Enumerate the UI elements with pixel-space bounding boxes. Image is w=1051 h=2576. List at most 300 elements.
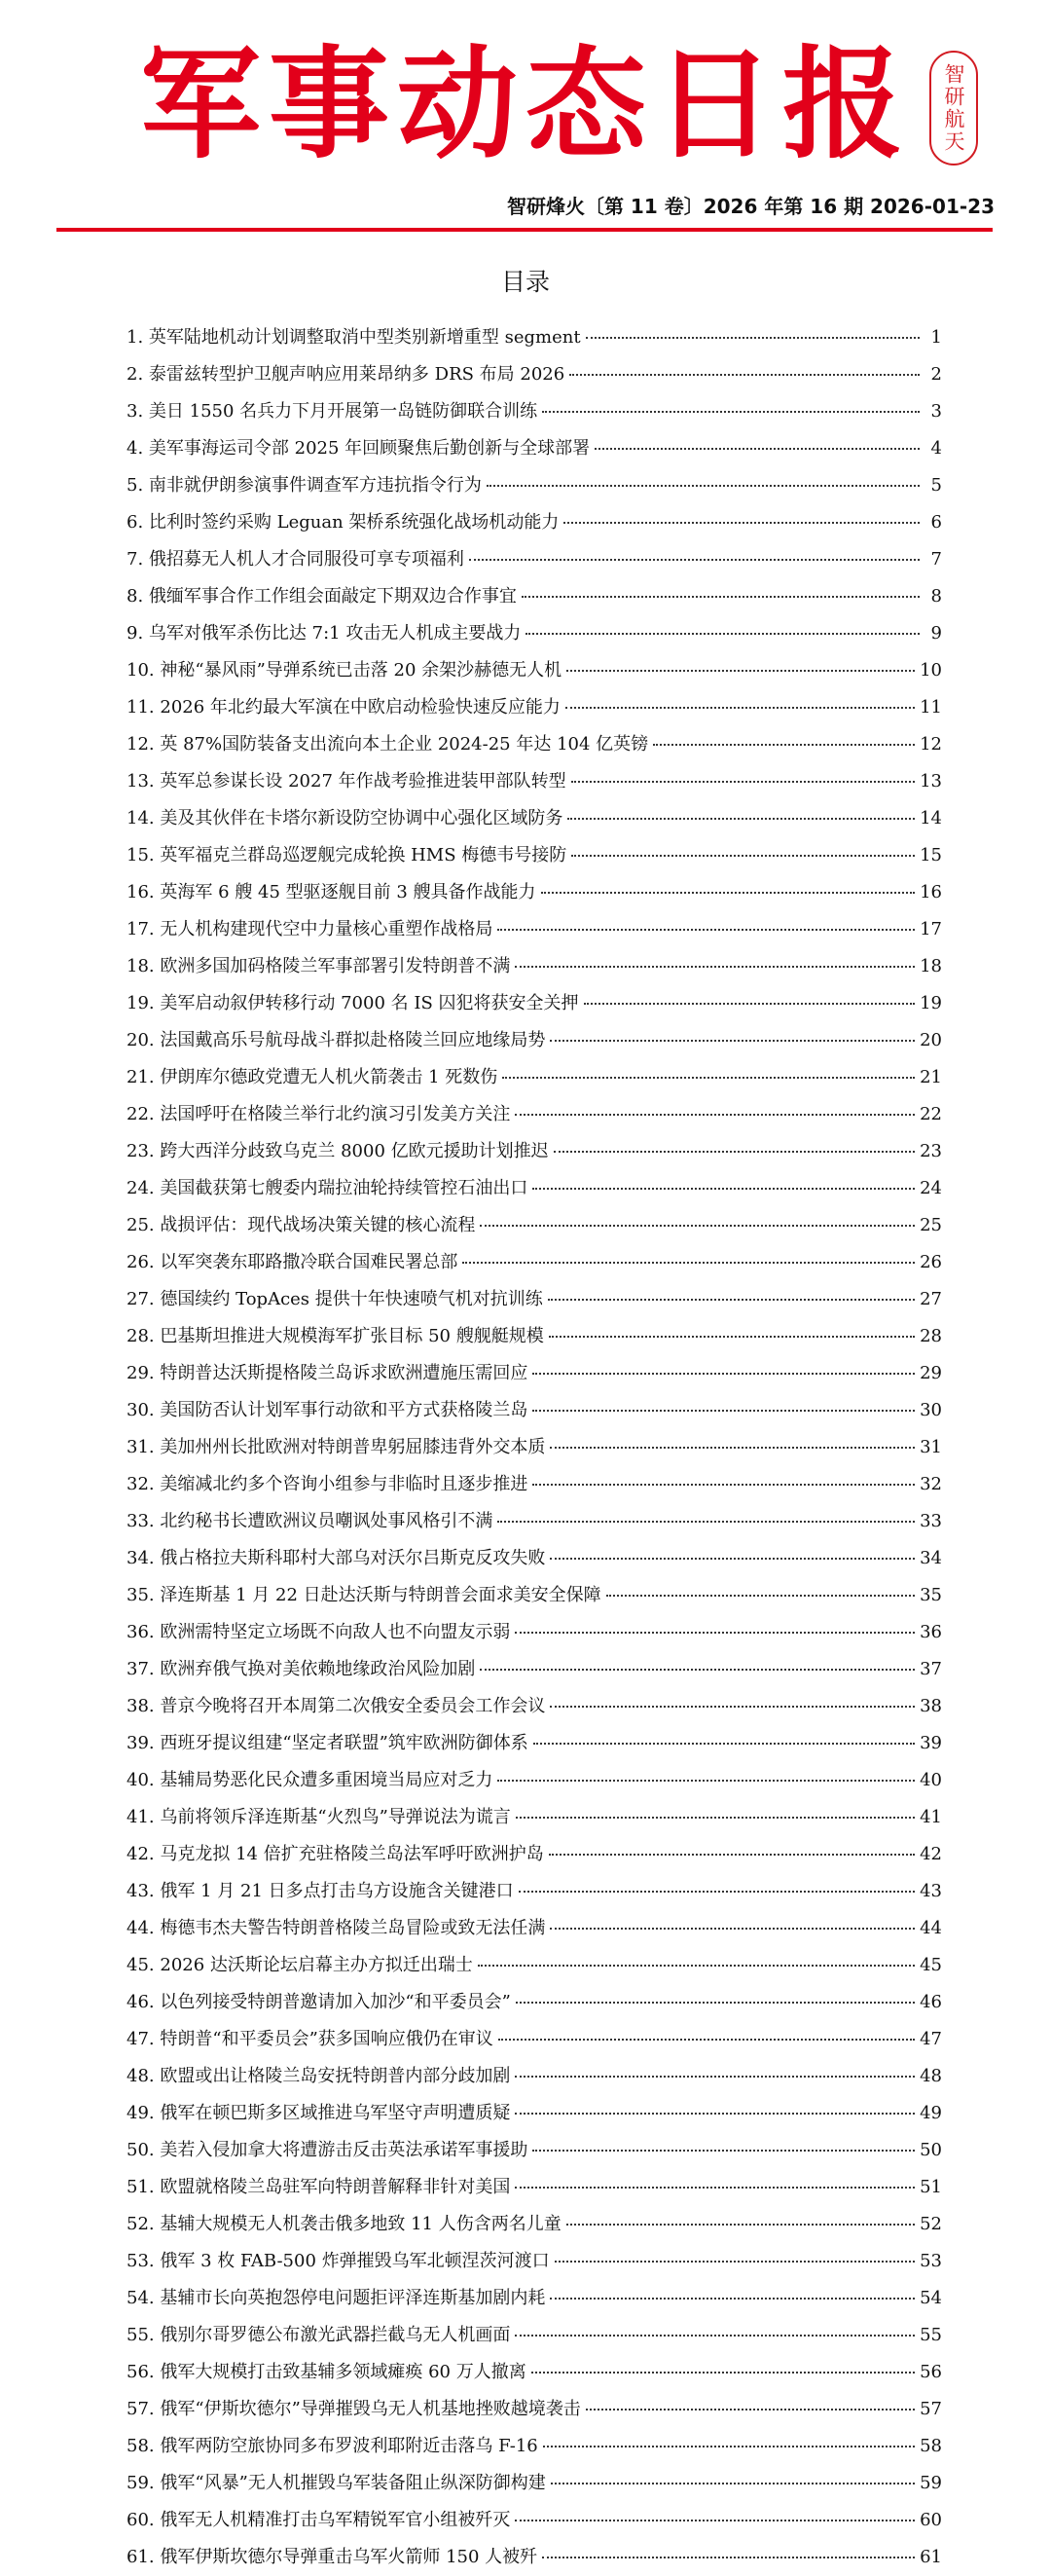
toc-entry-title[interactable]: 俄军 1 月 21 日多点打击乌方设施含关键港口 [160, 1881, 514, 1901]
toc-entry-title[interactable]: 英海军 6 艘 45 型驱逐舰目前 3 艘具备作战能力 [160, 882, 536, 902]
toc-dot-leader [567, 818, 915, 820]
toc-entry-number: 41. [127, 1807, 155, 1827]
issue-line: 智研烽火〔第 11 卷〕2026 年第 16 期 2026-01-23 [506, 195, 995, 218]
toc-entry-title[interactable]: 以军突袭东耶路撒冷联合国难民署总部 [160, 1252, 458, 1272]
toc-entry[interactable] [127, 1318, 942, 1355]
toc-entry[interactable] [127, 1651, 942, 1688]
toc-entry-title[interactable]: 神秘“暴风雨”导弹系统已击落 20 余架沙赫德无人机 [160, 660, 562, 681]
toc-dot-leader [571, 781, 915, 783]
toc-entry[interactable] [127, 1466, 942, 1503]
toc-dot-leader [565, 707, 915, 709]
toc-dot-leader [586, 337, 920, 339]
toc-entry[interactable] [127, 1910, 942, 1947]
toc-dot-leader [532, 1373, 915, 1375]
seal-stamp-icon [929, 51, 978, 166]
toc-entry-page-number[interactable]: 50 [920, 2140, 942, 2160]
toc-dot-leader [497, 1521, 915, 1523]
toc-entry-number: 35. [127, 1585, 155, 1605]
toc-entry-page-number[interactable]: 12 [920, 734, 942, 754]
toc-entry-number: 37. [127, 1659, 155, 1679]
toc-entry-title[interactable]: 以色列接受特朗普邀请加入加沙“和平委员会” [160, 1992, 511, 2012]
toc-entry-page-number[interactable]: 10 [920, 660, 942, 681]
toc-entry-number: 24. [127, 1178, 155, 1198]
toc-entry-number: 33. [127, 1511, 155, 1531]
toc-entry-page-number[interactable]: 59 [920, 2473, 942, 2493]
toc-entry[interactable] [127, 652, 942, 689]
toc-entry-number: 12. [127, 734, 155, 754]
toc-entry-number: 32. [127, 1474, 155, 1494]
toc-entry[interactable] [127, 2206, 942, 2243]
toc-dot-leader [516, 1817, 915, 1819]
toc-entry-title[interactable]: 美日 1550 名兵力下月开展第一岛链防御联合训练 [148, 401, 538, 422]
toc-dot-leader [516, 2002, 915, 2004]
toc-dot-leader [526, 633, 920, 635]
toc-entry-title[interactable]: 普京今晚将召开本周第二次俄安全委员会工作会议 [160, 1696, 546, 1716]
toc-entry-number: 29. [127, 1363, 155, 1383]
toc-entry-page-number[interactable]: 51 [920, 2177, 942, 2197]
toc-entry[interactable] [127, 2058, 942, 2095]
toc-dot-leader [541, 892, 916, 894]
toc-entry-title[interactable]: 特朗普“和平委员会”获多国响应俄仍在审议 [160, 2029, 493, 2049]
toc-entry-number: 52. [127, 2214, 155, 2234]
toc-entry-page-number[interactable]: 4 [930, 438, 942, 459]
toc-entry-number: 39. [127, 1733, 155, 1753]
toc-entry[interactable] [127, 615, 942, 652]
toc-entry[interactable] [127, 1947, 942, 1984]
toc-entry-page-number[interactable]: 22 [920, 1104, 942, 1124]
toc-entry[interactable] [127, 356, 942, 393]
toc-entry-page-number[interactable]: 46 [920, 1992, 942, 2012]
toc-dot-leader [548, 1299, 915, 1301]
toc-entry-page-number[interactable]: 40 [920, 1770, 942, 1790]
toc-entry-number: 40. [127, 1770, 155, 1790]
toc-entry[interactable] [127, 578, 942, 615]
toc-entry-page-number[interactable]: 14 [920, 808, 942, 828]
toc-entry-title[interactable]: 俄军两防空旅协同多布罗波利耶附近击落乌 F-16 [160, 2436, 538, 2456]
toc-entry-title[interactable]: 基辅大规模无人机袭击俄多地致 11 人伤含两名儿童 [160, 2214, 562, 2234]
toc-entry-number: 44. [127, 1918, 155, 1938]
toc-entry[interactable] [127, 1725, 942, 1762]
toc-entry-page-number[interactable]: 28 [920, 1326, 942, 1346]
toc-entry-page-number[interactable]: 29 [920, 1363, 942, 1383]
toc-entry[interactable] [127, 2465, 942, 2502]
toc-entry[interactable] [127, 1170, 942, 1207]
toc-entry-page-number[interactable]: 30 [920, 1400, 942, 1420]
toc-dot-leader [532, 1410, 915, 1412]
toc-entry[interactable] [127, 2539, 942, 2576]
toc-dot-leader [550, 2298, 915, 2300]
toc-dot-leader [502, 1077, 915, 1079]
toc-heading: 目录 [500, 268, 550, 296]
toc-entry-number: 15. [127, 845, 155, 865]
toc-entry-page-number[interactable]: 16 [920, 882, 942, 902]
toc-entry[interactable] [127, 319, 942, 356]
toc-entry-title[interactable]: 法国戴高乐号航母战斗群拟赴格陵兰回应地缘局势 [160, 1030, 546, 1050]
toc-entry-number: 11. [127, 697, 155, 718]
toc-dot-leader [554, 1151, 915, 1153]
toc-entry-number: 9. [127, 623, 144, 644]
toc-entry-page-number[interactable]: 57 [920, 2399, 942, 2419]
toc-dot-leader [550, 1706, 915, 1708]
toc-entry-title[interactable]: 泰雷兹转型护卫舰声呐应用莱昂纳多 DRS 布局 2026 [148, 364, 565, 385]
toc-entry-title[interactable]: 俄缅军事合作工作组会面敲定下期双边合作事宜 [148, 586, 517, 607]
toc-entry-number: 56. [127, 2362, 155, 2382]
toc-dot-leader [543, 2446, 915, 2447]
toc-entry[interactable] [127, 467, 942, 504]
toc-entry[interactable] [127, 1688, 942, 1725]
toc-entry-title[interactable]: 乌前将领斥泽连斯基“火烈鸟”导弹说法为谎言 [160, 1807, 511, 1827]
toc-entry-title[interactable]: 战损评估：现代战场决策关键的核心流程 [160, 1215, 476, 1235]
toc-entry-page-number[interactable]: 52 [920, 2214, 942, 2234]
toc-entry-number: 54. [127, 2288, 155, 2308]
toc-entry-title[interactable]: 伊朗库尔德政党遭无人机火箭袭击 1 死数伤 [160, 1067, 498, 1087]
toc-entry-title[interactable]: 美国防否认计划军事行动欲和平方式获格陵兰岛 [160, 1400, 528, 1420]
toc-entry-number: 58. [127, 2436, 155, 2456]
toc-entry[interactable] [127, 1207, 942, 1244]
toc-entry-number: 34. [127, 1548, 155, 1568]
toc-entry[interactable] [127, 800, 942, 837]
toc-entry-number: 19. [127, 993, 155, 1013]
toc-entry-title[interactable]: 梅德韦杰夫警告特朗普格陵兰岛冒险或致无法任满 [160, 1918, 546, 1938]
toc-entry-title[interactable]: 英军陆地机动计划调整取消中型类别新增重型 segment [148, 327, 581, 348]
toc-dot-leader [497, 929, 915, 931]
toc-dot-leader [533, 1743, 915, 1745]
toc-dot-leader [563, 522, 920, 524]
toc-dot-leader [542, 2557, 915, 2558]
toc-entry-title[interactable]: 德国续约 TopAces 提供十年快速喷气机对抗训练 [160, 1289, 543, 1309]
toc-entry[interactable] [127, 1614, 942, 1651]
toc-entry-page-number[interactable]: 47 [920, 2029, 942, 2049]
toc-dot-leader [498, 2039, 915, 2041]
toc-entry-title[interactable]: 欧洲需特坚定立场既不向敌人也不向盟友示弱 [160, 1622, 511, 1642]
toc-entry-page-number[interactable]: 23 [920, 1141, 942, 1161]
toc-entry[interactable] [127, 2280, 942, 2317]
toc-entry-title[interactable]: 法国呼吁在格陵兰举行北约演习引发美方关注 [160, 1104, 511, 1124]
toc-entry-number: 30. [127, 1400, 155, 1420]
toc-entry-number: 13. [127, 771, 155, 791]
toc-entry[interactable] [127, 837, 942, 874]
toc-entry-page-number[interactable]: 60 [920, 2510, 942, 2530]
toc-entry-number: 60. [127, 2510, 155, 2530]
toc-entry[interactable] [127, 1281, 942, 1318]
toc-entry[interactable] [127, 2428, 942, 2465]
toc-dot-leader [497, 1780, 915, 1782]
toc-entry-page-number[interactable]: 53 [920, 2251, 942, 2271]
toc-entry-title[interactable]: 俄军伊斯坎德尔导弹重击乌军火箭师 150 人被歼 [160, 2547, 538, 2567]
toc-entry-title[interactable]: 北约秘书长遭欧洲议员嘲讽处事风格引不满 [160, 1511, 493, 1531]
toc-entry[interactable] [127, 1873, 942, 1910]
toc-entry-title[interactable]: 俄军 3 枚 FAB-500 炸弹摧毁乌军北顿涅茨河渡口 [160, 2251, 550, 2271]
toc-entry-title[interactable]: 英 87%国防装备支出流向本土企业 2024-25 年达 104 亿英镑 [160, 734, 649, 754]
toc-dot-leader [515, 1114, 915, 1116]
toc-entry-number: 17. [127, 919, 155, 939]
toc-entry-page-number[interactable]: 5 [930, 475, 942, 496]
toc-entry-title[interactable]: 西班牙提议组建“坚定者联盟”筑牢欧洲防御体系 [160, 1733, 528, 1753]
toc-entry-title[interactable]: 欧盟或出让格陵兰岛安抚特朗普内部分歧加剧 [160, 2066, 511, 2086]
toc-entry-title[interactable]: 俄军在顿巴斯多区域推进乌军坚守声明遭质疑 [160, 2103, 511, 2123]
toc-entry-page-number[interactable]: 49 [920, 2103, 942, 2123]
toc-entry-page-number[interactable]: 11 [920, 697, 942, 718]
toc-entry-page-number[interactable]: 13 [920, 771, 942, 791]
toc-entry-page-number[interactable]: 56 [920, 2362, 942, 2382]
toc-entry-page-number[interactable]: 54 [920, 2288, 942, 2308]
toc-dot-leader [550, 1928, 915, 1930]
toc-dot-leader [555, 2261, 915, 2263]
toc-entry-number: 2. [127, 364, 144, 385]
toc-entry-number: 26. [127, 1252, 155, 1272]
toc-dot-leader [549, 1854, 915, 1856]
toc-entry-page-number[interactable]: 31 [920, 1437, 942, 1457]
toc-entry-title[interactable]: 俄占格拉夫斯科耶村大部乌对沃尔吕斯克反攻失败 [160, 1548, 546, 1568]
toc-entry-page-number[interactable]: 6 [930, 512, 942, 533]
toc-entry-title[interactable]: 美及其伙伴在卡塔尔新设防空协调中心强化区域防务 [160, 808, 563, 828]
toc-dot-leader [584, 1003, 916, 1005]
toc-entry[interactable] [127, 1540, 942, 1577]
toc-entry-number: 53. [127, 2251, 155, 2271]
toc-dot-leader [532, 2150, 915, 2152]
toc-entry[interactable] [127, 1133, 942, 1170]
toc-entry[interactable] [127, 393, 942, 430]
toc-entry[interactable] [127, 541, 942, 578]
toc-entry-page-number[interactable]: 1 [930, 327, 942, 348]
toc-entry-number: 21. [127, 1067, 155, 1087]
toc-entry[interactable] [127, 2132, 942, 2169]
toc-entry-number: 46. [127, 1992, 155, 2012]
toc-entry-title[interactable]: 俄军“风暴”无人机摧毁乌军装备阻止纵深防御构建 [160, 2473, 546, 2493]
toc-entry-page-number[interactable]: 48 [920, 2066, 942, 2086]
toc-dot-leader [550, 1040, 915, 1042]
toc-entry-page-number[interactable]: 58 [920, 2436, 942, 2456]
toc-entry[interactable] [127, 1836, 942, 1873]
toc-entry[interactable] [127, 1984, 942, 2021]
table-of-contents [127, 319, 942, 2576]
toc-dot-leader [550, 1558, 915, 1560]
toc-entry-title[interactable]: 俄招募无人机人才合同服役可享专项福利 [148, 549, 464, 570]
toc-entry-page-number[interactable]: 15 [920, 845, 942, 865]
toc-entry[interactable] [127, 2502, 942, 2539]
toc-entry-title[interactable]: 欧洲多国加码格陵兰军事部署引发特朗普不满 [160, 956, 511, 976]
toc-entry-number: 25. [127, 1215, 155, 1235]
toc-dot-leader [569, 374, 920, 376]
masthead-title: 军事动态日报 [139, 35, 911, 175]
toc-entry-page-number[interactable]: 24 [920, 1178, 942, 1198]
toc-entry[interactable] [127, 2391, 942, 2428]
masthead-divider [56, 228, 993, 232]
toc-dot-leader [550, 1447, 915, 1449]
toc-entry-title[interactable]: 基辅市长向英抱怨停电问题拒评泽连斯基加剧内耗 [160, 2288, 546, 2308]
toc-entry-title[interactable]: 无人机构建现代空中力量核心重塑作战格局 [160, 919, 493, 939]
toc-entry[interactable] [127, 430, 942, 467]
toc-entry[interactable] [127, 1577, 942, 1614]
toc-entry-number: 7. [127, 549, 144, 570]
toc-entry-title[interactable]: 泽连斯基 1 月 22 日赴达沃斯与特朗普会面求美安全保障 [160, 1585, 601, 1605]
toc-dot-leader [532, 1484, 915, 1486]
toc-entry-number: 1. [127, 327, 144, 348]
toc-entry-title[interactable]: 欧盟就格陵兰岛驻军向特朗普解释非针对美国 [160, 2177, 511, 2197]
toc-entry-page-number[interactable]: 34 [920, 1548, 942, 1568]
toc-entry[interactable] [127, 2317, 942, 2354]
toc-entry[interactable] [127, 1429, 942, 1466]
toc-dot-leader [653, 744, 915, 746]
toc-entry[interactable] [127, 1762, 942, 1799]
toc-entry-number: 43. [127, 1881, 155, 1901]
toc-entry-number: 10. [127, 660, 155, 681]
toc-dot-leader [462, 1262, 915, 1264]
toc-entry-page-number[interactable]: 9 [930, 623, 942, 644]
toc-entry-number: 49. [127, 2103, 155, 2123]
seal-text: 智研航天 [942, 63, 965, 153]
toc-entry-number: 22. [127, 1104, 155, 1124]
toc-entry[interactable] [127, 689, 942, 726]
toc-dot-leader [469, 559, 920, 561]
toc-entry-number: 47. [127, 2029, 155, 2049]
toc-entry-page-number[interactable]: 32 [920, 1474, 942, 1494]
toc-entry-page-number[interactable]: 41 [920, 1807, 942, 1827]
toc-entry[interactable] [127, 2243, 942, 2280]
toc-entry-title[interactable]: 俄别尔哥罗德公布激光武器拦截乌无人机画面 [160, 2325, 511, 2345]
toc-entry-title[interactable]: 2026 达沃斯论坛启幕主办方拟迁出瑞士 [160, 1955, 473, 1975]
toc-entry[interactable] [127, 1355, 942, 1392]
toc-entry-page-number[interactable]: 35 [920, 1585, 942, 1605]
toc-entry-number: 50. [127, 2140, 155, 2160]
toc-entry-title[interactable]: 特朗普达沃斯提格陵兰岛诉求欧洲遭施压需回应 [160, 1363, 528, 1383]
toc-entry[interactable] [127, 948, 942, 985]
toc-entry-page-number[interactable]: 18 [920, 956, 942, 976]
toc-entry-page-number[interactable]: 25 [920, 1215, 942, 1235]
toc-dot-leader [480, 1225, 915, 1227]
toc-entry[interactable] [127, 1503, 942, 1540]
toc-dot-leader [480, 1669, 915, 1671]
toc-entry[interactable] [127, 726, 942, 763]
toc-dot-leader [515, 2113, 915, 2115]
toc-dot-leader [519, 1891, 915, 1893]
toc-entry-title[interactable]: 比利时签约采购 Leguan 架桥系统强化战场机动能力 [148, 512, 560, 533]
toc-entry-title[interactable]: 美若入侵加拿大将遭游击反击英法承诺军事援助 [160, 2140, 528, 2160]
toc-entry-page-number[interactable]: 8 [930, 586, 942, 607]
toc-entry[interactable] [127, 2021, 942, 2058]
toc-entry-number: 61. [127, 2547, 155, 2567]
toc-dot-leader [586, 2409, 915, 2410]
toc-entry[interactable] [127, 504, 942, 541]
toc-entry-title[interactable]: 俄军无人机精准打击乌军精锐军官小组被歼灭 [160, 2510, 511, 2530]
toc-entry-title[interactable]: 美加州州长批欧洲对特朗普卑躬屈膝违背外交本质 [160, 1437, 546, 1457]
toc-entry-title[interactable]: 乌军对俄军杀伤比达 7:1 攻击无人机成主要战力 [148, 623, 522, 644]
toc-dot-leader [515, 2335, 915, 2337]
toc-entry-number: 5. [127, 475, 144, 496]
toc-dot-leader [515, 2076, 915, 2078]
toc-entry-page-number[interactable]: 2 [930, 364, 942, 385]
toc-entry[interactable] [127, 985, 942, 1022]
toc-dot-leader [515, 2520, 915, 2521]
toc-entry-page-number[interactable]: 37 [920, 1659, 942, 1679]
toc-entry[interactable] [127, 1096, 942, 1133]
toc-entry[interactable] [127, 763, 942, 800]
toc-entry-page-number[interactable]: 38 [920, 1696, 942, 1716]
toc-entry-page-number[interactable]: 45 [920, 1955, 942, 1975]
toc-entry-page-number[interactable]: 44 [920, 1918, 942, 1938]
toc-dot-leader [522, 596, 920, 598]
toc-entry-number: 31. [127, 1437, 155, 1457]
toc-entry-number: 20. [127, 1030, 155, 1050]
toc-entry-number: 16. [127, 882, 155, 902]
toc-entry[interactable] [127, 1244, 942, 1281]
toc-entry-number: 42. [127, 1844, 155, 1864]
toc-entry[interactable] [127, 911, 942, 948]
toc-entry-page-number[interactable]: 20 [920, 1030, 942, 1050]
toc-entry-number: 4. [127, 438, 144, 459]
toc-entry-page-number[interactable]: 7 [930, 549, 942, 570]
toc-dot-leader [566, 2224, 915, 2226]
toc-entry-title[interactable]: 2026 年北约最大军演在中欧启动检验快速反应能力 [160, 697, 561, 718]
toc-entry[interactable] [127, 1022, 942, 1059]
toc-entry[interactable] [127, 2169, 942, 2206]
toc-entry-page-number[interactable]: 61 [920, 2547, 942, 2567]
toc-entry-number: 8. [127, 586, 144, 607]
toc-entry[interactable] [127, 2095, 942, 2132]
toc-dot-leader [532, 1188, 915, 1190]
toc-entry[interactable] [127, 1059, 942, 1096]
toc-entry-title[interactable]: 俄军“伊斯坎德尔”导弹摧毁乌无人机基地挫败越境袭击 [160, 2399, 581, 2419]
toc-entry-number: 38. [127, 1696, 155, 1716]
toc-entry-title[interactable]: 英军总参谋长设 2027 年作战考验推进装甲部队转型 [160, 771, 566, 791]
toc-entry-title[interactable]: 基辅局势恶化民众遭多重困境当局应对乏力 [160, 1770, 493, 1790]
toc-entry-page-number[interactable]: 55 [920, 2325, 942, 2345]
toc-entry-page-number[interactable]: 43 [920, 1881, 942, 1901]
toc-entry-title[interactable]: 巴基斯坦推进大规模海军扩张目标 50 艘舰艇规模 [160, 1326, 544, 1346]
toc-entry-number: 55. [127, 2325, 155, 2345]
toc-entry-page-number[interactable]: 17 [920, 919, 942, 939]
toc-entry-page-number[interactable]: 39 [920, 1733, 942, 1753]
toc-entry-number: 57. [127, 2399, 155, 2419]
toc-entry-page-number[interactable]: 21 [920, 1067, 942, 1087]
toc-dot-leader [606, 1595, 915, 1597]
toc-dot-leader [566, 670, 915, 672]
toc-entry[interactable] [127, 874, 942, 911]
toc-entry-number: 27. [127, 1289, 155, 1309]
toc-dot-leader [549, 1336, 915, 1338]
toc-entry-number: 36. [127, 1622, 155, 1642]
toc-entry-page-number[interactable]: 42 [920, 1844, 942, 1864]
toc-dot-leader [478, 1965, 915, 1967]
toc-entry-title[interactable]: 俄军大规模打击致基辅多领域瘫痪 60 万人撤离 [160, 2362, 526, 2382]
toc-entry-page-number[interactable]: 33 [920, 1511, 942, 1531]
toc-dot-leader [515, 966, 915, 968]
toc-entry-title[interactable]: 美军事海运司令部 2025 年回顾聚焦后勤创新与全球部署 [148, 438, 591, 459]
toc-entry-page-number[interactable]: 3 [930, 401, 942, 422]
toc-entry[interactable] [127, 2354, 942, 2391]
toc-entry-number: 28. [127, 1326, 155, 1346]
toc-entry-title[interactable]: 马克龙拟 14 倍扩充驻格陵兰岛法军呼吁欧洲护岛 [160, 1844, 544, 1864]
toc-entry-page-number[interactable]: 19 [920, 993, 942, 1013]
toc-entry-title[interactable]: 英军福克兰群岛巡逻舰完成轮换 HMS 梅德韦号接防 [160, 845, 567, 865]
toc-entry-title[interactable]: 美军启动叙伊转移行动 7000 名 IS 囚犯将获安全关押 [160, 993, 579, 1013]
toc-entry-page-number[interactable]: 26 [920, 1252, 942, 1272]
toc-entry-page-number[interactable]: 27 [920, 1289, 942, 1309]
toc-dot-leader [515, 1632, 915, 1634]
toc-entry-title[interactable]: 美国截获第七艘委内瑞拉油轮持续管控石油出口 [160, 1178, 528, 1198]
toc-entry-title[interactable]: 南非就伊朗参演事件调查军方违抗指令行为 [148, 475, 482, 496]
toc-entry-number: 23. [127, 1141, 155, 1161]
toc-entry-title[interactable]: 美缩减北约多个咨询小组参与非临时且逐步推进 [160, 1474, 528, 1494]
toc-dot-leader [571, 855, 915, 857]
toc-entry-title[interactable]: 跨大西洋分歧致乌克兰 8000 亿欧元援助计划推迟 [160, 1141, 549, 1161]
toc-entry[interactable] [127, 1392, 942, 1429]
toc-dot-leader [531, 2372, 915, 2374]
toc-entry-title[interactable]: 欧洲弃俄气换对美依赖地缘政治风险加剧 [160, 1659, 476, 1679]
toc-entry-number: 3. [127, 401, 144, 422]
toc-entry[interactable] [127, 1799, 942, 1836]
toc-entry-page-number[interactable]: 36 [920, 1622, 942, 1642]
